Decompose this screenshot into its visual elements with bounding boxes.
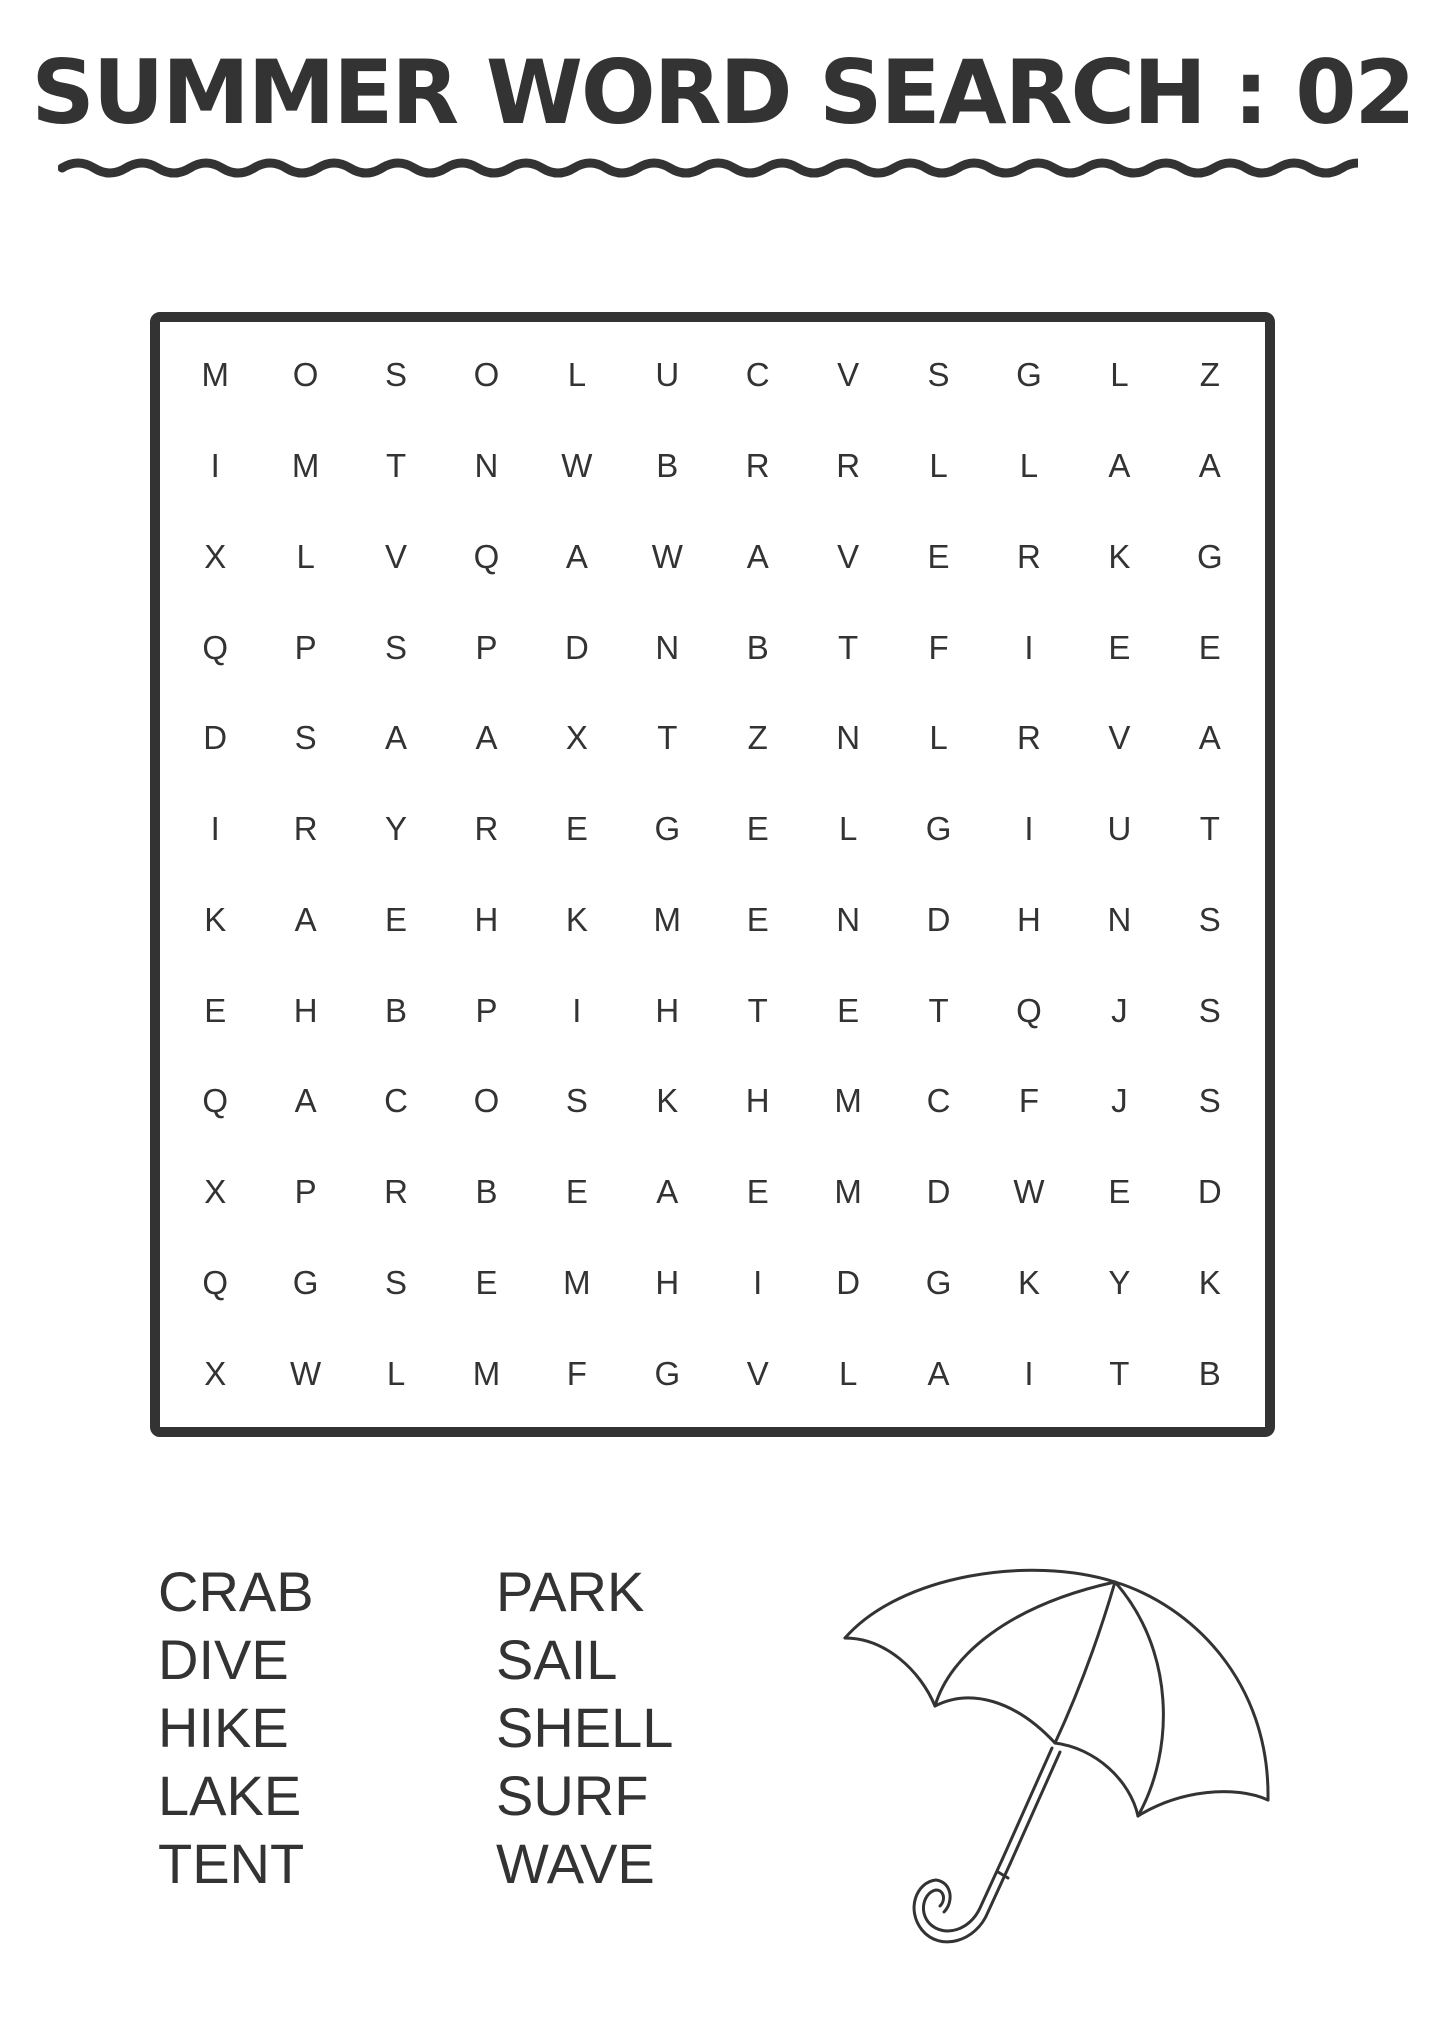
- grid-letter: A: [656, 1173, 679, 1211]
- grid-letter: I: [210, 447, 220, 485]
- word-list-item: SHELL: [496, 1696, 674, 1759]
- grid-letter: G: [654, 810, 681, 848]
- grid-letter: R: [1017, 537, 1041, 575]
- grid-letter: O: [292, 356, 319, 394]
- grid-letter: S: [565, 1082, 588, 1120]
- word-list-item: WAVE: [496, 1832, 655, 1895]
- grid-letter: T: [657, 719, 678, 757]
- grid-letter: M: [291, 447, 320, 485]
- grid-letter: P: [475, 628, 498, 666]
- grid-letter: J: [1111, 1082, 1128, 1120]
- grid-letter: X: [204, 1173, 227, 1211]
- grid-letter: H: [293, 991, 318, 1029]
- grid-letter: B: [385, 991, 408, 1029]
- grid-letter: C: [384, 1082, 408, 1120]
- grid-letter: E: [204, 991, 227, 1029]
- grid-letter: E: [746, 1173, 769, 1211]
- grid-letter: L: [1110, 356, 1129, 394]
- grid-letter: U: [1107, 810, 1132, 848]
- grid-letter: M: [472, 1354, 501, 1392]
- grid-letter: H: [474, 900, 499, 938]
- grid-letter: A: [1198, 719, 1221, 757]
- letter-grid: [150, 312, 1275, 1437]
- word-list-item: TENT: [158, 1832, 305, 1895]
- grid-letter: M: [653, 900, 682, 938]
- grid-letter: S: [294, 719, 317, 757]
- grid-letter: J: [1111, 991, 1128, 1029]
- grid-letter: O: [473, 1082, 500, 1120]
- grid-letter: K: [204, 900, 227, 938]
- grid-letter: L: [929, 719, 948, 757]
- grid-letter: A: [565, 537, 588, 575]
- grid-letter: Q: [1016, 991, 1042, 1029]
- grid-letter: G: [925, 810, 952, 848]
- word-list-item: LAKE: [158, 1764, 302, 1827]
- grid-letter: Q: [473, 537, 500, 575]
- grid-letter: A: [1198, 447, 1221, 485]
- grid-letter: F: [1018, 1082, 1040, 1120]
- grid-letter: B: [475, 1173, 498, 1211]
- grid-letter: D: [926, 900, 951, 938]
- grid-letter: T: [747, 991, 768, 1029]
- grid-letter: S: [927, 356, 950, 394]
- grid-letter: W: [1013, 1173, 1045, 1211]
- grid-letter: L: [838, 1354, 858, 1392]
- grid-letter: V: [837, 356, 860, 394]
- word-list-item: SURF: [496, 1764, 649, 1827]
- grid-letter: B: [1198, 1354, 1221, 1392]
- grid-letter: P: [294, 628, 317, 666]
- grid-letter: P: [475, 991, 498, 1029]
- grid-letter: E: [837, 991, 860, 1029]
- grid-letter: T: [385, 447, 407, 485]
- grid-letter: B: [746, 628, 769, 666]
- umbrella-icon: [840, 1560, 1280, 1960]
- grid-letter: Y: [1108, 1263, 1131, 1301]
- grid-letter: M: [834, 1173, 862, 1211]
- grid-letter: Y: [385, 810, 408, 848]
- grid-letter: I: [753, 1263, 763, 1301]
- grid-letter: H: [1017, 900, 1041, 938]
- grid-letter: S: [1198, 991, 1221, 1029]
- grid-letter: L: [567, 356, 587, 394]
- grid-letter: M: [201, 356, 229, 394]
- grid-letter: X: [565, 719, 588, 757]
- grid-letter: R: [1017, 719, 1041, 757]
- grid-letter: E: [1108, 628, 1131, 666]
- grid-letter: V: [746, 1354, 769, 1392]
- grid-letter: A: [1108, 447, 1131, 485]
- grid-letter: Q: [202, 1263, 229, 1301]
- grid-letter: V: [385, 537, 408, 575]
- grid-letter: N: [474, 447, 499, 485]
- grid-letter: G: [292, 1263, 319, 1301]
- grid-letter: D: [926, 1173, 951, 1211]
- grid-letter: K: [1198, 1263, 1221, 1301]
- grid-letter: N: [655, 628, 680, 666]
- grid-letter: A: [927, 1354, 950, 1392]
- grid-letter: G: [654, 1354, 681, 1392]
- grid-letter: D: [1197, 1173, 1222, 1211]
- grid-letter: L: [1019, 447, 1039, 485]
- grid-letter: V: [1108, 719, 1131, 757]
- grid-letter: O: [473, 356, 500, 394]
- grid-letter: C: [745, 356, 770, 394]
- grid-letter: V: [837, 537, 860, 575]
- grid-letter: K: [656, 1082, 679, 1120]
- grid-letter: T: [838, 628, 859, 666]
- grid-letter: T: [1109, 1354, 1130, 1392]
- grid-letter: P: [294, 1173, 317, 1211]
- grid-letter: E: [475, 1263, 498, 1301]
- grid-letter: L: [838, 810, 858, 848]
- grid-letter: K: [565, 900, 588, 938]
- grid-letter: K: [1017, 1263, 1040, 1301]
- grid-letter: W: [290, 1354, 322, 1392]
- grid-letter: Z: [747, 719, 768, 757]
- word-list-column-2: [496, 1558, 673, 1898]
- grid-letter: E: [746, 810, 769, 848]
- grid-letter: S: [385, 628, 408, 666]
- grid-letter: M: [563, 1263, 591, 1301]
- grid-letter: N: [836, 719, 861, 757]
- grid-letter: G: [925, 1263, 952, 1301]
- grid-letter: E: [1198, 628, 1221, 666]
- grid-letter: Z: [1199, 356, 1220, 394]
- grid-letter: A: [385, 719, 408, 757]
- grid-letter: M: [834, 1082, 862, 1120]
- grid-letter: N: [1107, 900, 1132, 938]
- grid-letter: A: [746, 537, 769, 575]
- wave-divider-icon: [58, 148, 1358, 188]
- grid-letter: W: [561, 447, 593, 485]
- grid-letter: S: [385, 1263, 408, 1301]
- grid-letter: I: [210, 810, 220, 848]
- grid-letter: U: [655, 356, 680, 394]
- grid-letter: D: [564, 628, 589, 666]
- grid-letter: R: [384, 1173, 408, 1211]
- word-list-item: HIKE: [158, 1696, 289, 1759]
- grid-letter: T: [1199, 810, 1220, 848]
- grid-letter: R: [293, 810, 318, 848]
- grid-letter: G: [1196, 537, 1223, 575]
- grid-letter: F: [928, 628, 949, 666]
- grid-letter: N: [836, 900, 861, 938]
- grid-letter: E: [565, 810, 588, 848]
- grid-letter: S: [385, 356, 408, 394]
- grid-letter: K: [1108, 537, 1131, 575]
- grid-letter: B: [656, 447, 679, 485]
- grid-letter: C: [926, 1082, 951, 1120]
- grid-letter: E: [565, 1173, 588, 1211]
- grid-letter: R: [474, 810, 499, 848]
- grid-letter: S: [1198, 1082, 1221, 1120]
- grid-letter: I: [1024, 628, 1034, 666]
- grid-letter: A: [294, 900, 317, 938]
- grid-letter: X: [204, 1354, 227, 1392]
- grid-letter: I: [1024, 810, 1034, 848]
- grid-letter: A: [475, 719, 498, 757]
- grid-letter: R: [745, 447, 770, 485]
- grid-letter: L: [386, 1354, 406, 1392]
- grid-letter: T: [928, 991, 949, 1029]
- word-list-item: DIVE: [158, 1628, 289, 1691]
- grid-letter: H: [745, 1082, 770, 1120]
- grid-letter: H: [655, 991, 680, 1029]
- grid-letter: X: [204, 537, 227, 575]
- word-list-item: PARK: [496, 1560, 645, 1623]
- page-title: SUMMER WORD SEARCH : 02: [31, 41, 1414, 144]
- grid-letter: R: [836, 447, 861, 485]
- word-list-column-1: [158, 1558, 314, 1898]
- grid-letter: D: [203, 719, 228, 757]
- grid-letter: L: [296, 537, 315, 575]
- grid-letter: E: [927, 537, 950, 575]
- grid-letter: W: [651, 537, 683, 575]
- grid-letter: E: [746, 900, 769, 938]
- grid-letter: Q: [202, 628, 229, 666]
- word-list-item: SAIL: [496, 1628, 618, 1691]
- grid-letter: I: [1024, 1354, 1034, 1392]
- grid-letter: E: [1108, 1173, 1131, 1211]
- grid-letter: G: [1016, 356, 1042, 394]
- grid-letter: Q: [202, 1082, 229, 1120]
- grid-letter: F: [566, 1354, 587, 1392]
- grid-letter: A: [294, 1082, 317, 1120]
- word-list-item: CRAB: [158, 1560, 314, 1623]
- grid-letter: H: [655, 1263, 680, 1301]
- grid-letter: L: [929, 447, 948, 485]
- grid-letter: D: [836, 1263, 861, 1301]
- grid-letter: E: [385, 900, 408, 938]
- grid-letter: I: [572, 991, 582, 1029]
- grid-letter: S: [1198, 900, 1221, 938]
